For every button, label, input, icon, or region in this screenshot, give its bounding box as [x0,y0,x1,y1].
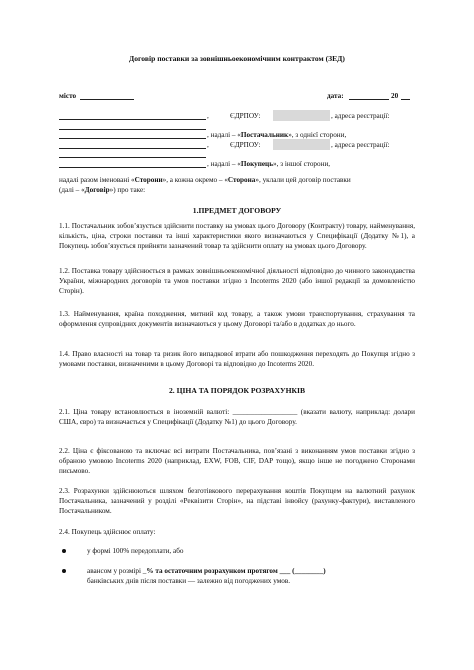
clause-2-1: 2.1. Ціна товару встановлюється в іноземній валюті: __________________ (вказати валюту, наприклад: долари США, євро) та визначається у Специфікації (Додатку №1) до цього Договору. [59,408,415,426]
clause-1-2: 1.2. Поставка товару здійснюється в рамках зовнішньоекономічної діяльності відповідно до чинного законодавства України, міжнародних договорів та умов поставки згідно з Incoterms 2020 (або іншої редакції за домовленістю Сторін). [59,267,415,295]
city-label: місто [59,92,77,100]
clause-2-4: 2.4. Покупець здійснює оплату: [59,528,156,536]
payment-option-advance: авансом у розмірі _% та остаточним розрахунком протягом ___ (________) [87,567,326,575]
year-prefix: 20 [391,92,399,100]
date-label: дата: [327,92,344,100]
clause-1-3: 1.3. Найменування, країна походження, митний код товару, а також умови транспортування, страхування та оформлення супровідних документів визначаються у цьому Договорі та/або в додатках до нього. [59,310,415,328]
year-blank[interactable] [401,92,410,100]
supplier-address-blank-1[interactable] [59,122,206,130]
supplier-address-blank-2[interactable] [59,131,206,139]
clause-2-3: 2.3. Розрахунки здійснюються шляхом безготівкового перерахування коштів Покупцем на валютний рахунок Постачальника, зазначений у розділі «Реквізити Сторін», на підставі інвойсу (рахунку-фактури), виставленого Постачальником. [59,487,415,515]
document-title: Договір поставки за зовнішньоекономічним контрактом (ЗЕД) [129,54,345,63]
clause-2-2: 2.2. Ціна є фіксованою та включає всі витрати Постачальника, пов’язані з виконанням умов поставки згідно з обраною умовою Incoterms 2020 (наприклад, EXW, FOB, CIF, DAP тощо), якщо інше не погоджено Сторонами письмово. [59,447,415,475]
buyer-address-blank-1[interactable] [59,150,206,158]
intro-line-2: (далі – «Договір») про таке: [59,186,146,194]
payment-option-prepay: у формі 100% передоплати, або [87,547,184,555]
section-1-heading: 1.ПРЕДМЕТ ДОГОВОРУ [192,206,282,215]
document-page: Договір поставки за зовнішньоекономічним контрактом (ЗЕД) місто дата: 20 , ЄДРПОУ: , адреса реєстрації: , надалі – «Постачальник», з однієї сторони, , ЄДРПОУ: , адреса реєстрації: , надалі – «Покупець», з іншої сторони, надалі разом іменовані «Сторони», а кожна окремо – «Сторона», уклали цей договір поставки (далі – «Договір») про таке: 1.ПРЕДМЕТ ДОГОВОРУ 1.1. Постачальник зобов’язується здійснити поставку на умовах цього Договору (Контракту) товару, найменування, кількість, ціна, строки поставки та інші характеристики якого визначаються у Специфікації (Додатку №1), а Покупець зобов’язується прийняти зазначений товар та здійснити оплату на умовах цього Договору. 1.2. Поставка товару здійснюється в рамках зовнішньоекономічної діяльності відповідно до чинного законодавства України, міжнародних договорів та умов поставки згідно з Incoterms 2020 (або іншої редакції за домовленістю Сторін). 1.3. Найменування, країна походження, митний код товару, а також умови транспортування, страхування та оформлення супровідних документів визначаються у цьому Договорі та/або в додатках до нього. 1.4. Право власності на товар та ризик його випадкової втрати або пошкодження переходять до Покупця згідно з умовами поставки, визначеними в цьому Договорі та відповідно до Incoterms 2020. 2. ЦІНА ТА ПОРЯДОК РОЗРАХУНКІВ 2.1. Ціна товару встановлюється в іноземній валюті: __________________ (вказати валюту, наприклад: долари США, євро) та визначається у Специфікації (Додатку №1) до цього Договору. 2.2. Ціна є фіксованою та включає всі витрати Постачальника, пов’язані з виконанням умов поставки згідно з обраною умовою Incoterms 2020 (наприклад, EXW, FOB, CIF, DAP тощо), якщо інше не погоджено Сторонами письмово. 2.3. Розрахунки здійснюються шляхом безготівкового перерахування коштів Покупцем на валютний рахунок Постачальника, зазначений у розділі «Реквізити Сторін», на підставі інвойсу (рахунку-фактури), виставленого Постачальником. 2.4. Покупець здійснює оплату: у формі 100% передоплати, або авансом у розмірі _% та остаточним розрахунком протягом ___ (________) банківських днів після поставки — залежно від погоджених умов. [0,0,474,670]
buyer-role: Покупець [240,160,273,168]
supplier-role: Постачальник [240,131,289,139]
date-blank[interactable] [349,92,389,100]
clause-1-4: 1.4. Право власності на товар та ризик його випадкової втрати або пошкодження переходять до Покупця згідно з умовами поставки, визначеними в цьому Договорі та відповідно до Incoterms 2020. [59,350,415,368]
buyer-address-blank-2[interactable] [59,160,206,168]
supplier-edrpou-redacted [273,110,330,121]
bullet-dot-2 [62,569,66,573]
supplier-role-line: , надалі – «Постачальник», з однієї сторони, [207,131,347,139]
payment-option-advance-cont: банківських днів після поставки — залежно від погоджених умов. [87,577,291,585]
supplier-edrpou-label: ЄДРПОУ: [230,112,261,120]
buyer-edrpou-label: ЄДРПОУ: [230,141,261,149]
buyer-edrpou-redacted [273,139,330,150]
supplier-name-blank[interactable] [59,112,206,120]
buyer-role-line: , надалі – «Покупець», з іншої сторони, [207,160,331,168]
buyer-name-blank[interactable] [59,141,206,149]
clause-1-1: 1.1. Постачальник зобов’язується здійснити поставку на умовах цього Договору (Контракту) товару, найменування, кількість, ціна, строки поставки та інші характеристики якого визначаються у Специфікації (Додатку №1), а Покупець зобов’язується прийняти зазначений товар та здійснити оплату на умовах цього Договору. [59,222,415,250]
intro-line-1: надалі разом іменовані «Сторони», а кожна окремо – «Сторона», уклали цей договір поставки [59,176,351,184]
buyer-address-label: , адреса реєстрації: [331,141,390,149]
section-2-heading: 2. ЦІНА ТА ПОРЯДОК РОЗРАХУНКІВ [168,386,306,395]
supplier-address-label: , адреса реєстрації: [331,112,390,120]
city-blank[interactable] [80,92,134,100]
bullet-dot-1 [62,549,66,553]
